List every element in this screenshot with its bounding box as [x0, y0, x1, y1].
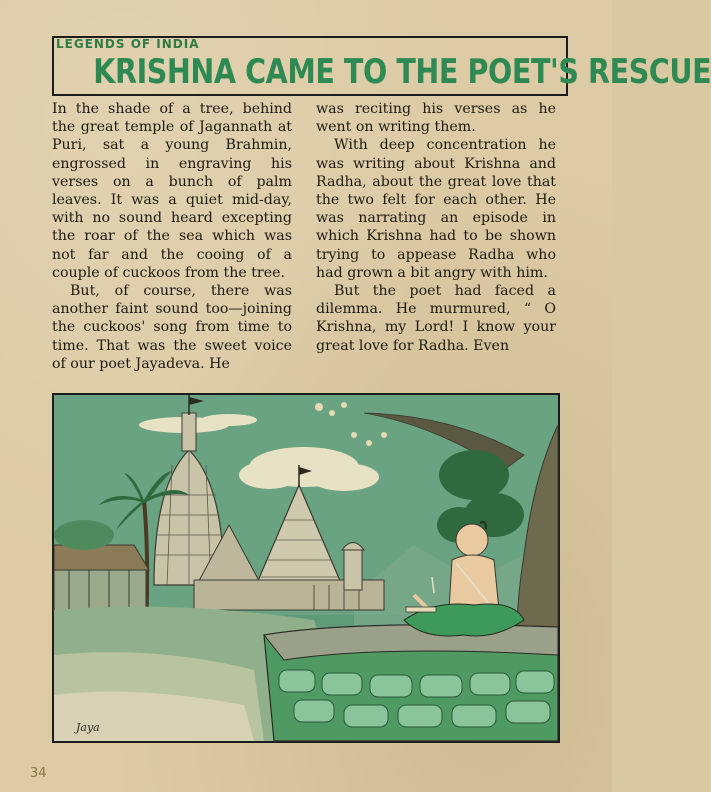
stone-platform — [264, 625, 558, 741]
paragraph: With deep concentration he was writing about Krishna and Radha, about the great love that the two felt for each other. He was narrating an episode in which Krishna had to be shown trying to appease Radha who had grown a bit angry with him. — [316, 137, 556, 281]
paragraph: But, of course, there was another faint sound too—joining the cuckoos' song from time to time. That was the sweet voice of our poet Jayadeva. He — [52, 283, 292, 372]
text-column-left — [52, 100, 292, 373]
paragraph: But the poet had faced a dilemma. He murmured, “ O Krishna, my Lord! I know your great love for Radha. Even — [316, 283, 556, 354]
page-number: 34 — [30, 766, 47, 781]
paragraph: In the shade of a tree, behind the great temple of Jagannath at Puri, sat a young Brahmin, engrossed in engraving his verses on a bunch of palm leaves. It was a quiet mid-day, with no sound heard excepting the roar of the sea which was not far and the cooing of a couple of cuckoos from the tree. — [52, 101, 292, 281]
artist-signature: Jaya — [76, 721, 100, 734]
series-label: LEGENDS OF INDIA — [56, 37, 200, 51]
header-rule — [52, 94, 568, 96]
story-title: KRISHNA CAME TO THE POET'S RESCUE — [93, 52, 711, 92]
illustration-scene — [54, 395, 558, 741]
paragraph: was reciting his verses as he went on writing them. — [316, 101, 556, 136]
text-column-right — [316, 100, 556, 355]
story-illustration — [52, 393, 560, 743]
